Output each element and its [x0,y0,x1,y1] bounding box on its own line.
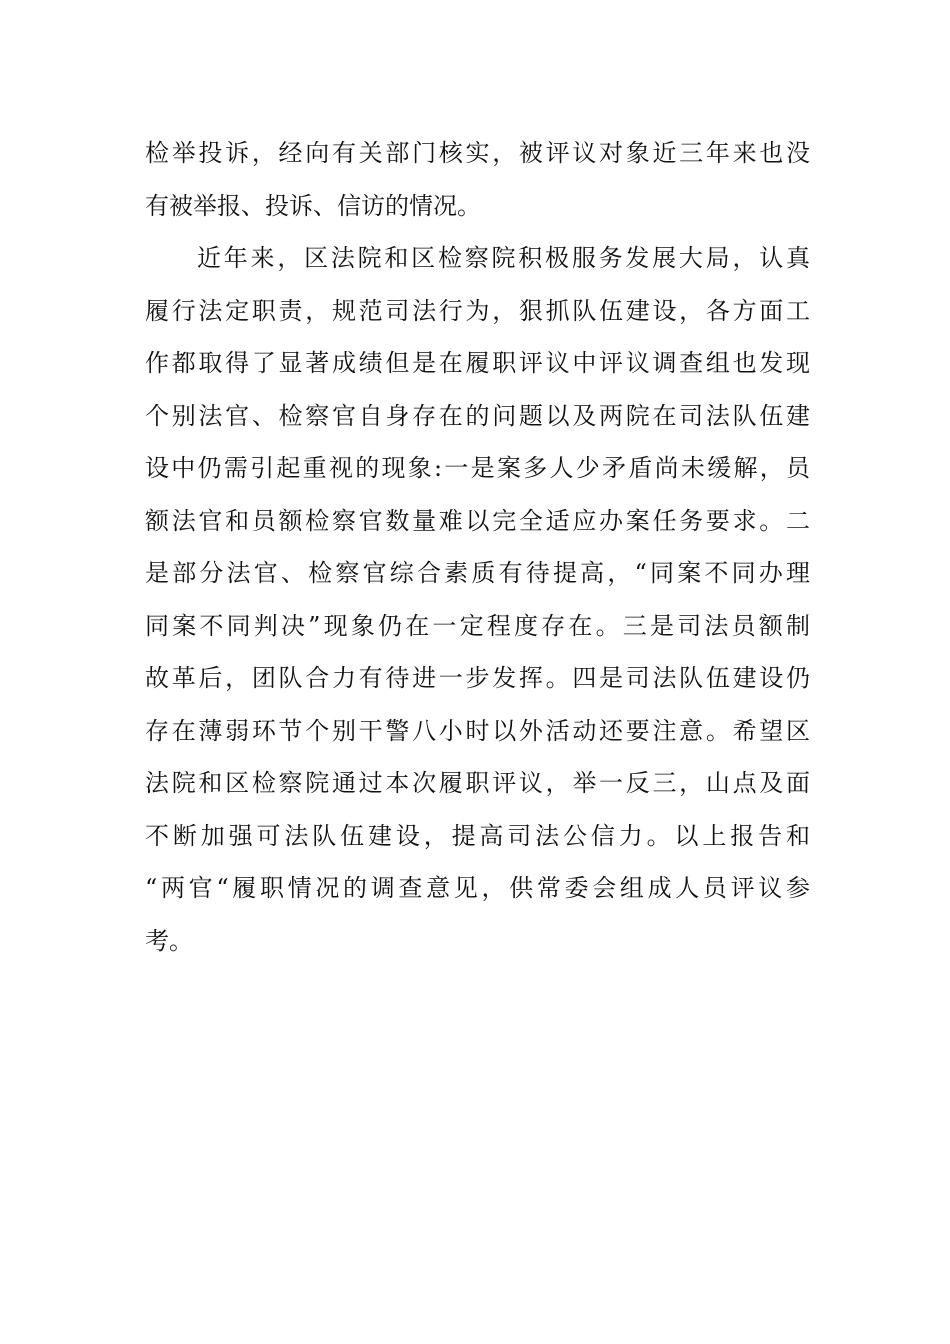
text-line: 额法官和员额检察官数量难以完全适应办案任务要求。二 [145,506,810,535]
text-line: 考。 [145,926,193,955]
text-line: “两官“履职情况的调查意见，供常委会组成人员评议参 [145,874,810,902]
text-line: 有被举报、投诉、信访的情况。 [145,191,481,220]
text-line: 存在薄弱环节个别干警八小时以外活动还要注意。希望区 [145,716,810,745]
text-line: 法院和区检察院通过本次履职评议，举一反三，山点及面 [145,769,810,797]
text-line: 不断加强可法队伍建设，提高司法公信力。以上报告和 [145,821,810,850]
text-line: 故革后，团队合力有待进一步发挥。四是司法队伍建设仍 [145,664,810,692]
text-line: 同案不同判决”现象仍在一定程度存在。三是司法员额制 [145,611,810,640]
text-line: 检举投诉，经向有关部门核实，被评议对象近三年来也没 [145,139,810,167]
text-line: 履行法定职责，规范司法行为，狠抓队伍建设，各方面工 [145,296,810,325]
text-line: 近年来，区法院和区检察院积极服务发展大局，认真 [197,244,810,272]
text-line: 作都取得了显著成绩但是在履职评议中评议调查组也发现 [145,349,810,377]
text-line: 个别法官、检察官自身存在的问题以及两院在司法队伍建 [145,401,810,430]
document-body [145,127,810,967]
text-line: 是部分法官、检察官综合素质有待提高，“同案不同办理 [145,559,810,587]
text-line: 设中仍需引起重视的现象:一是案多人少矛盾尚未缓解，员 [145,454,810,482]
